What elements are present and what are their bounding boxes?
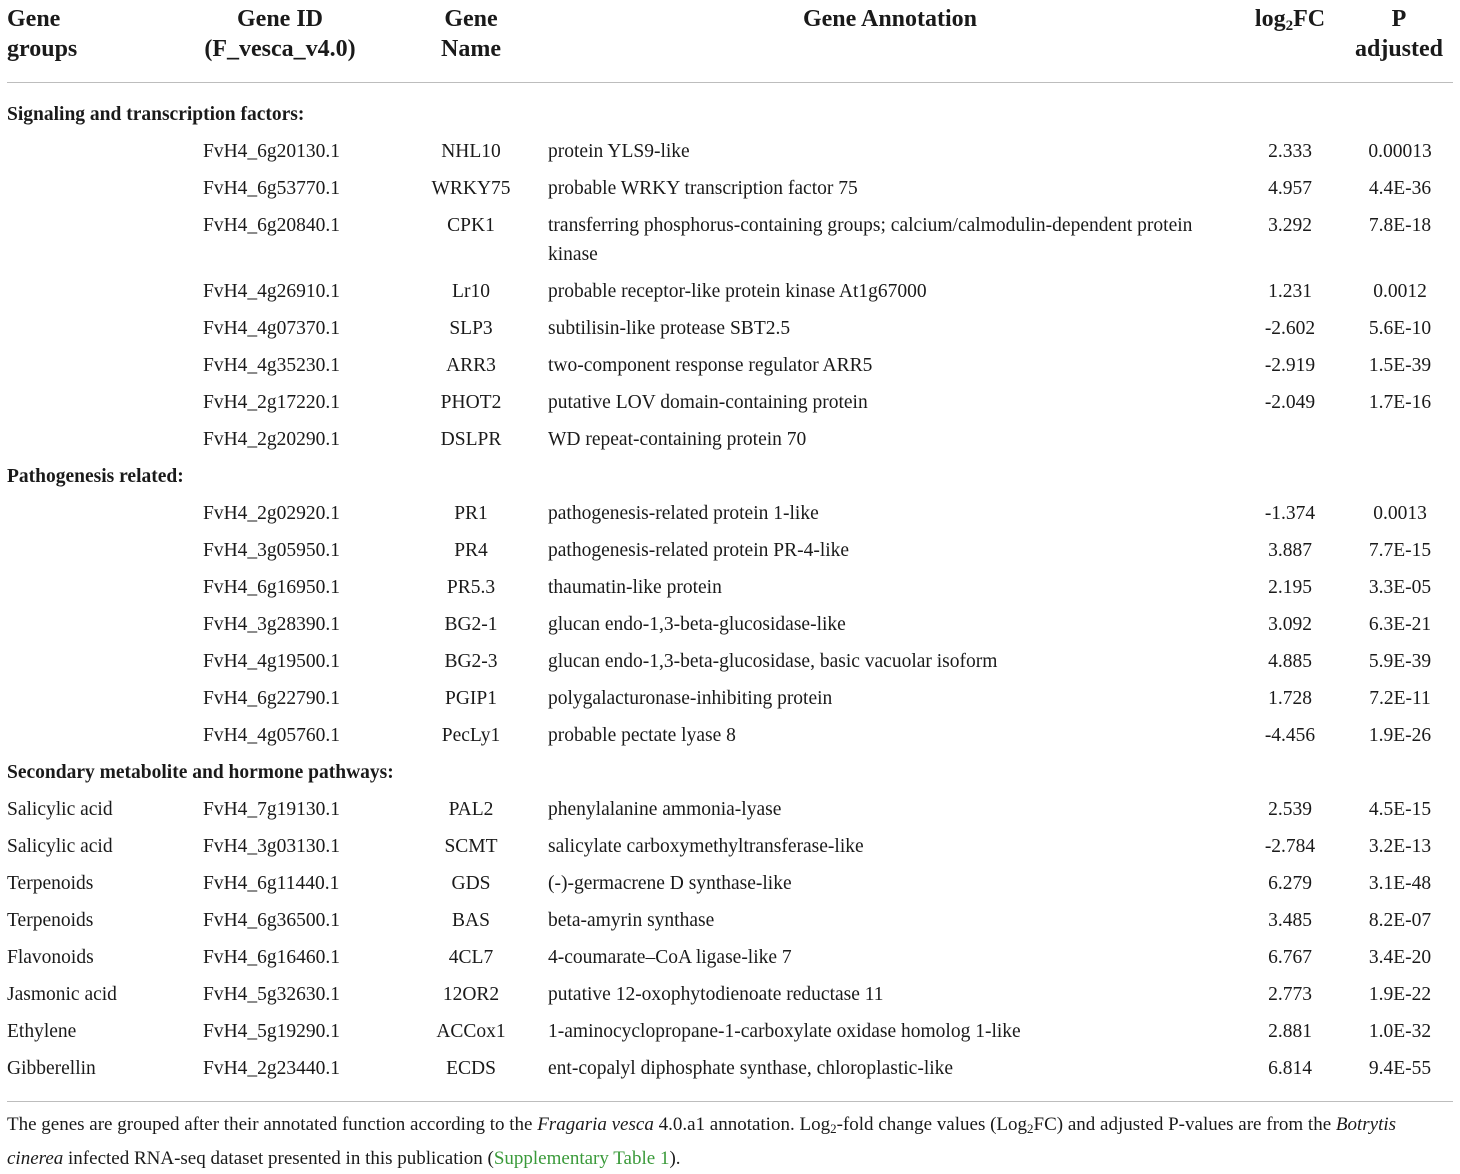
table-row [0, 384, 1460, 421]
header-gene-annotation: Gene Annotation [802, 6, 978, 32]
table-row [0, 495, 1460, 532]
section-title: Secondary metabolite and hormone pathways: [7, 762, 394, 783]
section-title: Pathogenesis related: [7, 466, 184, 487]
cell-gene-name: BG2-1 [444, 614, 498, 635]
cell-gene-annotation: thaumatin-like protein [548, 577, 722, 598]
cell-log2fc: 3.092 [1268, 614, 1312, 635]
cell-gene-id: FvH4_4g26910.1 [203, 281, 341, 302]
cell-log2fc: 1.231 [1268, 281, 1312, 302]
table-row [0, 569, 1460, 606]
cell-gene-annotation: WD repeat-containing protein 70 [548, 429, 807, 450]
cell-gene-annotation: transferring phosphorus-containing groups; calcium/calmodulin-dependent protein kinase [548, 215, 1193, 265]
cell-p-adjusted: 0.0013 [1373, 503, 1427, 524]
section-title: Signaling and transcription factors: [7, 104, 305, 125]
cell-p-adjusted: 1.0E-32 [1368, 1021, 1432, 1042]
cell-gene-annotation: ent-copalyl diphosphate synthase, chloroplastic-like [548, 1058, 954, 1079]
cell-p-adjusted: 0.0012 [1373, 281, 1427, 302]
cell-gene-name: ACCox1 [436, 1021, 506, 1042]
header-gene-name: Gene Name [441, 6, 501, 62]
cell-log2fc: -2.784 [1264, 836, 1316, 857]
cell-gene-name: SLP3 [449, 318, 493, 339]
cell-gene-group: Terpenoids [7, 910, 94, 931]
header-divider [7, 82, 1453, 83]
cell-gene-annotation: salicylate carboxymethyltransferase-like [548, 836, 864, 857]
cell-gene-id: FvH4_5g19290.1 [203, 1021, 341, 1042]
table-row [0, 1050, 1460, 1087]
cell-gene-group: Salicylic acid [7, 836, 113, 857]
table-header [0, 4, 1460, 82]
cell-p-adjusted: 7.7E-15 [1368, 540, 1432, 561]
cell-log2fc: 6.279 [1268, 873, 1312, 894]
table-row [0, 717, 1460, 754]
cell-gene-id: FvH4_6g22790.1 [203, 688, 341, 709]
supplementary-table-link[interactable]: Supplementary Table 1 [493, 1148, 670, 1169]
cell-gene-annotation: putative LOV domain-containing protein [548, 392, 868, 413]
cell-log2fc: -2.919 [1264, 355, 1316, 376]
cell-gene-id: FvH4_4g07370.1 [203, 318, 341, 339]
cell-gene-annotation: pathogenesis-related protein PR-4-like [548, 540, 850, 561]
cell-log2fc: 4.957 [1268, 178, 1312, 199]
table-row [0, 828, 1460, 865]
cell-gene-group: Flavonoids [7, 947, 94, 968]
cell-gene-annotation: 4-coumarate–CoA ligase-like 7 [548, 947, 792, 968]
cell-gene-name: 4CL7 [448, 947, 494, 968]
cell-p-adjusted: 7.8E-18 [1368, 215, 1432, 236]
cell-gene-name: PGIP1 [444, 688, 498, 709]
cell-log2fc: -2.049 [1264, 392, 1316, 413]
cell-gene-group: Ethylene [7, 1021, 77, 1042]
table-body [0, 96, 1460, 1087]
cell-log2fc: -4.456 [1264, 725, 1316, 746]
cell-p-adjusted: 9.4E-55 [1368, 1058, 1432, 1079]
cell-gene-name: GDS [451, 873, 491, 894]
cell-gene-id: FvH4_2g02920.1 [203, 503, 341, 524]
cell-gene-annotation: (-)-germacrene D synthase-like [548, 873, 792, 894]
cell-p-adjusted: 7.2E-11 [1369, 688, 1431, 709]
cell-gene-id: FvH4_2g20290.1 [203, 429, 341, 450]
cell-gene-id: FvH4_4g35230.1 [203, 355, 341, 376]
cell-gene-annotation: protein YLS9-like [548, 141, 690, 162]
cell-gene-id: FvH4_7g19130.1 [203, 799, 341, 820]
cell-log2fc: -1.374 [1264, 503, 1316, 524]
cell-log2fc: 6.767 [1268, 947, 1312, 968]
cell-p-adjusted: 8.2E-07 [1368, 910, 1432, 931]
table-row [0, 421, 1460, 458]
cell-gene-group: Gibberellin [7, 1058, 96, 1079]
cell-p-adjusted: 3.1E-48 [1368, 873, 1432, 894]
cell-gene-id: FvH4_6g20840.1 [203, 215, 341, 236]
cell-p-adjusted: 3.3E-05 [1368, 577, 1432, 598]
table-row [0, 1013, 1460, 1050]
cell-gene-name: NHL10 [441, 141, 501, 162]
cell-log2fc: 3.485 [1268, 910, 1312, 931]
cell-gene-group: Salicylic acid [7, 799, 113, 820]
cell-p-adjusted: 5.6E-10 [1368, 318, 1432, 339]
cell-p-adjusted: 3.4E-20 [1368, 947, 1432, 968]
table-row [0, 606, 1460, 643]
cell-p-adjusted: 1.9E-26 [1368, 725, 1432, 746]
table-row [0, 865, 1460, 902]
cell-p-adjusted: 0.00013 [1368, 141, 1432, 162]
cell-gene-annotation: two-component response regulator ARR5 [548, 355, 873, 376]
table-row [0, 532, 1460, 569]
cell-p-adjusted: 1.5E-39 [1368, 355, 1432, 376]
table-row [0, 207, 1460, 273]
cell-p-adjusted: 3.2E-13 [1368, 836, 1432, 857]
table-row [0, 273, 1460, 310]
section-header [0, 754, 1460, 791]
cell-gene-name: PecLy1 [441, 725, 501, 746]
cell-gene-name: BG2-3 [444, 651, 498, 672]
cell-log2fc: 4.885 [1268, 651, 1312, 672]
cell-log2fc: 1.728 [1268, 688, 1312, 709]
header-gene-id: Gene ID (F_vesca_v4.0) [204, 6, 356, 62]
cell-log2fc: 2.773 [1268, 984, 1312, 1005]
cell-gene-name: ECDS [446, 1058, 496, 1079]
section-header [0, 96, 1460, 133]
cell-gene-id: FvH4_4g05760.1 [203, 725, 341, 746]
cell-gene-annotation: glucan endo-1,3-beta-glucosidase-like [548, 614, 846, 635]
table-footnote: The genes are grouped after their annotated function according to the Fragaria vesca 4.0.a1 annotation. Log$_2$-fold change values (Log$_2$FC) and adjusted P-values are from the Botrytis cinerea infected RNA-seq dataset presented in this publication (Supplementary Table 1). [7, 1114, 1397, 1169]
cell-gene-name: WRKY75 [431, 178, 511, 199]
cell-log2fc: -2.602 [1264, 318, 1316, 339]
cell-gene-name: BAS [452, 910, 490, 931]
cell-log2fc: 3.292 [1268, 215, 1312, 236]
cell-gene-id: FvH4_6g16460.1 [203, 947, 341, 968]
cell-log2fc: 2.881 [1268, 1021, 1312, 1042]
cell-gene-name: PHOT2 [440, 392, 502, 413]
cell-gene-id: FvH4_6g53770.1 [203, 178, 341, 199]
cell-gene-group: Jasmonic acid [7, 984, 117, 1005]
table-row [0, 939, 1460, 976]
cell-gene-id: FvH4_6g11440.1 [203, 873, 340, 894]
cell-gene-id: FvH4_4g19500.1 [203, 651, 341, 672]
cell-gene-annotation: glucan endo-1,3-beta-glucosidase, basic vacuolar isoform [548, 651, 998, 672]
cell-gene-name: DSLPR [440, 429, 502, 450]
cell-log2fc: 3.887 [1268, 540, 1312, 561]
header-log2fc: $\log_2FC$ [1254, 6, 1326, 34]
table-row [0, 976, 1460, 1013]
cell-gene-id: FvH4_3g28390.1 [203, 614, 341, 635]
cell-p-adjusted: 5.9E-39 [1368, 651, 1432, 672]
cell-gene-id: FvH4_6g20130.1 [203, 141, 341, 162]
cell-gene-annotation: putative 12-oxophytodienoate reductase 11 [548, 984, 884, 1005]
cell-gene-id: FvH4_2g23440.1 [203, 1058, 341, 1079]
cell-log2fc: 2.195 [1268, 577, 1312, 598]
table-row [0, 643, 1460, 680]
cell-gene-annotation: probable WRKY transcription factor 75 [548, 178, 858, 199]
cell-gene-annotation: subtilisin-like protease SBT2.5 [548, 318, 791, 339]
cell-gene-annotation: pathogenesis-related protein 1-like [548, 503, 819, 524]
cell-gene-name: 12OR2 [442, 984, 500, 1005]
cell-gene-annotation: phenylalanine ammonia-lyase [548, 799, 782, 820]
cell-gene-name: PR1 [454, 503, 488, 524]
species-name: Fragaria vesca [537, 1114, 654, 1135]
cell-log2fc: 6.814 [1268, 1058, 1312, 1079]
cell-log2fc: 2.539 [1268, 799, 1312, 820]
cell-gene-annotation: 1-aminocyclopropane-1-carboxylate oxidase homolog 1-like [548, 1021, 1021, 1042]
cell-gene-name: CPK1 [447, 215, 495, 236]
cell-p-adjusted: 1.9E-22 [1368, 984, 1432, 1005]
pathogen-name: Botrytis cinerea [7, 1114, 1397, 1169]
table-row [0, 133, 1460, 170]
header-gene-groups: Gene groups [7, 6, 78, 62]
cell-p-adjusted: 6.3E-21 [1368, 614, 1432, 635]
header-p-adjusted: P adjusted [1354, 6, 1444, 62]
cell-gene-annotation: probable pectate lyase 8 [548, 725, 736, 746]
cell-gene-name: Lr10 [452, 281, 490, 302]
cell-gene-name: ARR3 [446, 355, 496, 376]
cell-gene-annotation: beta-amyrin synthase [548, 910, 715, 931]
footer-divider [7, 1101, 1453, 1102]
table-row [0, 680, 1460, 717]
cell-p-adjusted: 4.4E-36 [1368, 178, 1432, 199]
cell-p-adjusted: 1.7E-16 [1368, 392, 1432, 413]
cell-gene-id: FvH4_3g05950.1 [203, 540, 341, 561]
cell-gene-name: PR4 [454, 540, 488, 561]
cell-p-adjusted: 4.5E-15 [1368, 799, 1432, 820]
cell-gene-id: FvH4_6g36500.1 [203, 910, 341, 931]
cell-gene-annotation: probable receptor-like protein kinase At1g67000 [548, 281, 927, 302]
section-header [0, 458, 1460, 495]
cell-gene-id: FvH4_6g16950.1 [203, 577, 341, 598]
cell-gene-id: FvH4_2g17220.1 [203, 392, 341, 413]
table-row [0, 791, 1460, 828]
cell-gene-annotation: polygalacturonase-inhibiting protein [548, 688, 833, 709]
table-row [0, 347, 1460, 384]
table-row [0, 170, 1460, 207]
cell-gene-name: PR5.3 [446, 577, 496, 598]
table-row [0, 902, 1460, 939]
cell-gene-id: FvH4_5g32630.1 [203, 984, 341, 1005]
cell-log2fc: 2.333 [1268, 141, 1312, 162]
table-row [0, 310, 1460, 347]
cell-gene-name: PAL2 [448, 799, 494, 820]
cell-gene-name: SCMT [444, 836, 498, 857]
cell-gene-id: FvH4_3g03130.1 [203, 836, 341, 857]
cell-gene-group: Terpenoids [7, 873, 94, 894]
